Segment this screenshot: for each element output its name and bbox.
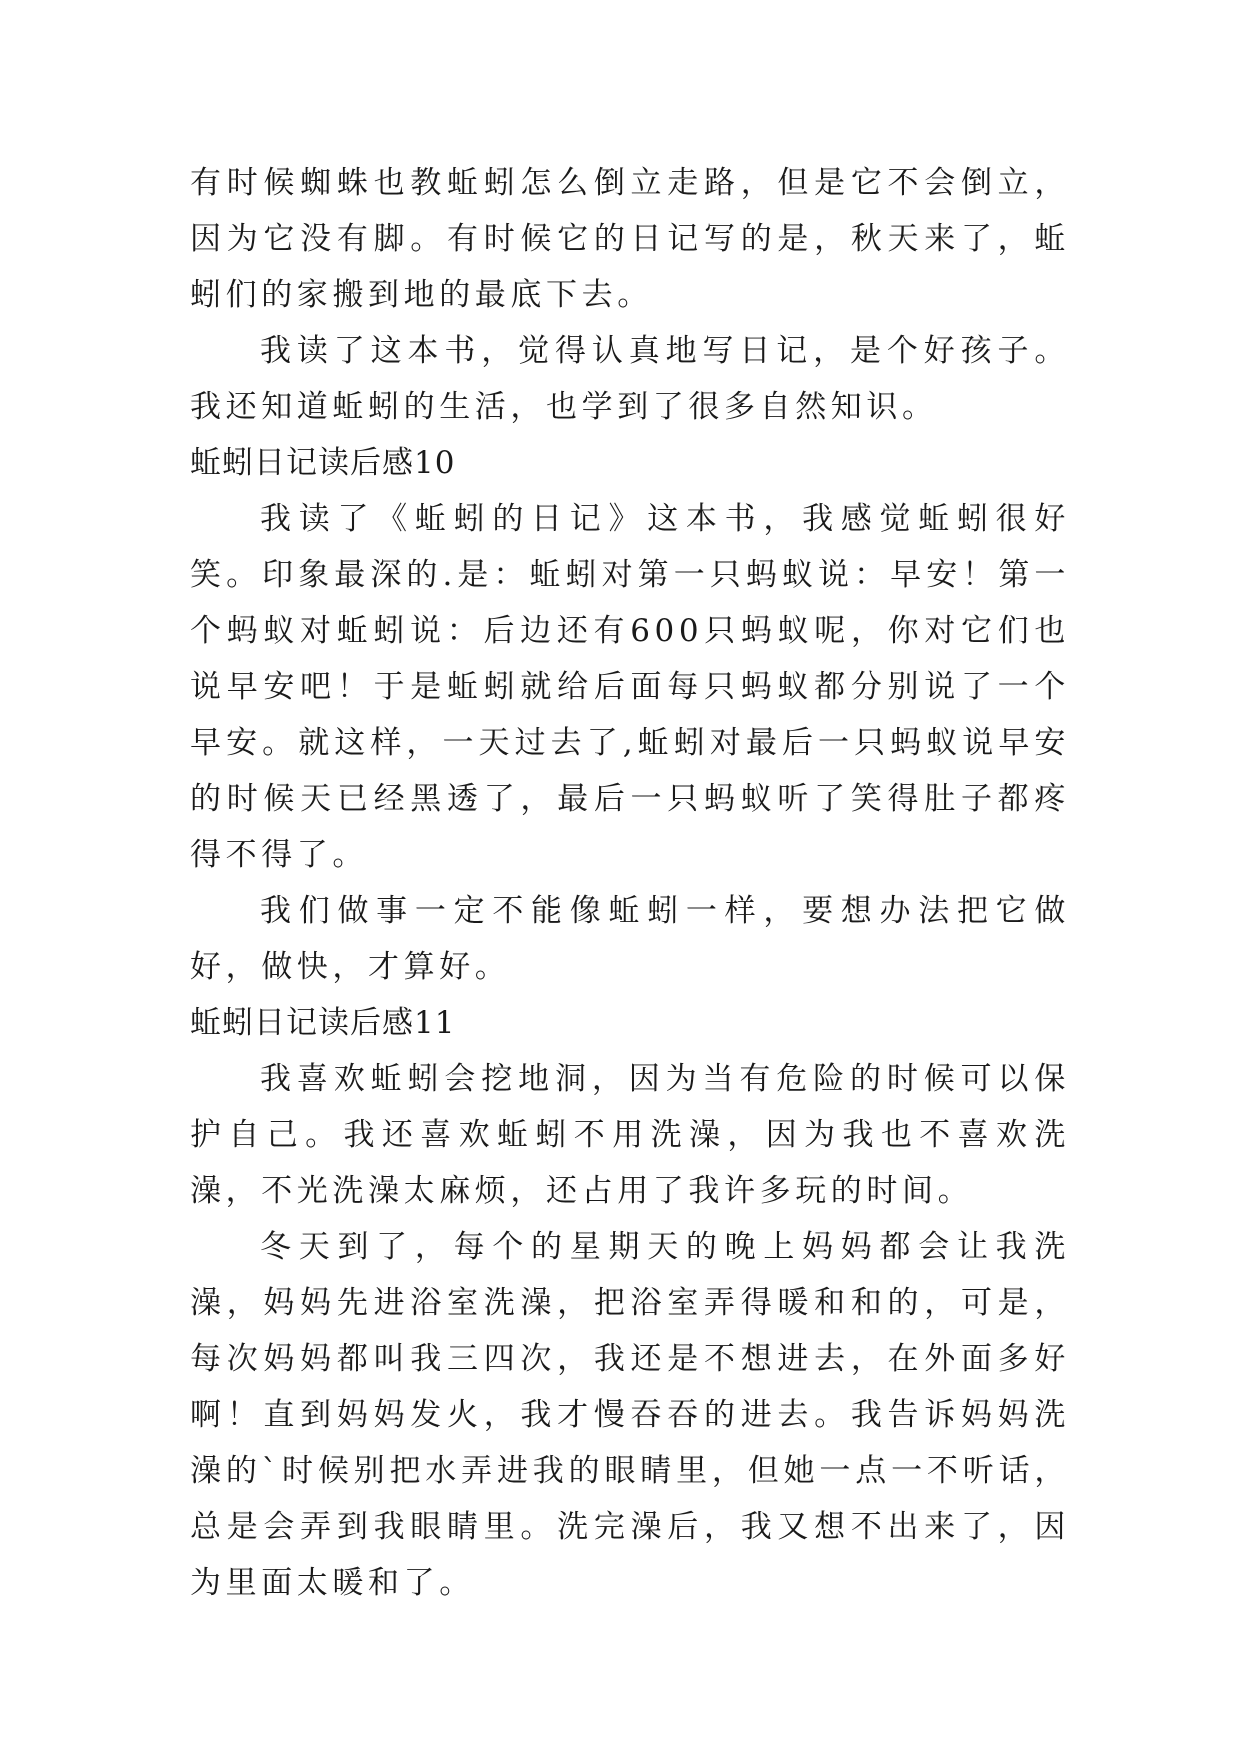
paragraph-lesson-10: 我们做事一定不能像蚯蚓一样，要想办法把它做好，做快，才算好。 <box>190 893 1070 985</box>
section-heading-10: 蚯蚓日记读后感10 <box>190 445 456 481</box>
section-heading-11: 蚯蚓日记读后感11 <box>190 1005 456 1041</box>
paragraph-winter-bath: 冬天到了，每个的星期天的晚上妈妈都会让我洗澡，妈妈先进浴室洗澡，把浴室弄得暖和和的，可是，每次妈妈都叫我三四次，我还是不想进去，在外面多好啊！直到妈妈发火，我才慢吞吞的进去。我告诉妈妈洗澡的`时候别把水弄进我的眼睛里，但她一点一不听话，总是会弄到我眼睛里。洗完澡后，我又想不出来了，因为里面太暖和了。 <box>190 1229 1070 1601</box>
paragraph-reflection-9: 我读了这本书，觉得认真地写日记，是个好孩子。我还知道蚯蚓的生活，也学到了很多自然知识。 <box>190 333 1070 425</box>
paragraph-digging-bathing: 我喜欢蚯蚓会挖地洞，因为当有危险的时候可以保护自己。我还喜欢蚯蚓不用洗澡，因为我也不喜欢洗澡，不光洗澡太麻烦，还占用了我许多玩的时间。 <box>190 1061 1070 1209</box>
paragraph-spider-teaching: 有时候蜘蛛也教蚯蚓怎么倒立走路，但是它不会倒立，因为它没有脚。有时候它的日记写的是，秋天来了，蚯蚓们的家搬到地的最底下去。 <box>190 165 1070 313</box>
document-page <box>190 155 1070 1611</box>
paragraph-ants-good-morning: 我读了《蚯蚓的日记》这本书，我感觉蚯蚓很好笑。印象最深的.是：蚯蚓对第一只蚂蚁说：早安！第一个蚂蚁对蚯蚓说：后边还有600只蚂蚁呢，你对它们也说早安吧！于是蚯蚓就给后面每只蚂蚁都分别说了一个早安。就这样，一天过去了,蚯蚓对最后一只蚂蚁说早安的时候天已经黑透了，最后一只蚂蚁听了笑得肚子都疼得不得了。 <box>190 501 1070 873</box>
